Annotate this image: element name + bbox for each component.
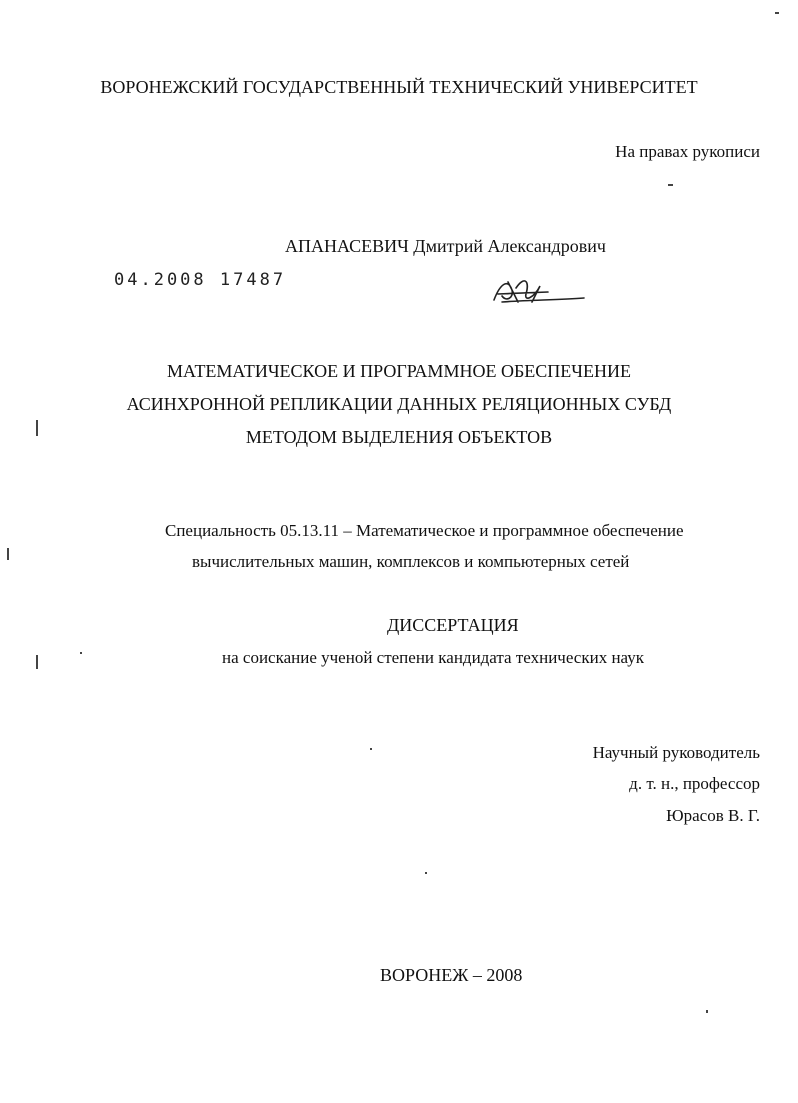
- dissertation-title: [0, 355, 798, 454]
- title-line-2: АСИНХРОННОЙ РЕПЛИКАЦИИ ДАННЫХ РЕЛЯЦИОННЫХ СУБД: [126, 394, 672, 414]
- signature-icon: [488, 272, 588, 312]
- scan-mark: [668, 184, 673, 186]
- scan-mark: [36, 655, 38, 669]
- degree-line: на соискание ученой степени кандидата технических наук: [222, 648, 645, 667]
- advisor-degree: д. т. н., профессор: [629, 774, 760, 793]
- manuscript-note: На правах рукописи: [615, 142, 760, 161]
- dissertation-label: ДИССЕРТАЦИЯ: [387, 615, 519, 635]
- scan-mark: [80, 652, 82, 654]
- scan-mark: [775, 12, 779, 14]
- scan-mark: [425, 872, 427, 874]
- title-line-3: МЕТОДОМ ВЫДЕЛЕНИЯ ОБЪЕКТОВ: [245, 427, 553, 447]
- scan-mark: [36, 420, 38, 436]
- author-name: АПАНАСЕВИЧ Дмитрий Александрович: [285, 236, 606, 256]
- advisor-name: Юрасов В. Г.: [666, 806, 760, 825]
- place-year: ВОРОНЕЖ – 2008: [380, 965, 523, 985]
- title-line-1: МАТЕМАТИЧЕСКОЕ И ПРОГРАММНОЕ ОБЕСПЕЧЕНИЕ: [167, 361, 631, 381]
- scan-mark: [706, 1010, 708, 1013]
- advisor-role: Научный руководитель: [592, 743, 760, 762]
- scan-mark: [370, 748, 372, 750]
- registry-stamp: 04.2008 17487: [114, 270, 287, 290]
- university-name: ВОРОНЕЖСКИЙ ГОСУДАРСТВЕННЫЙ ТЕХНИЧЕСКИЙ УНИВЕРСИТЕТ: [100, 77, 698, 97]
- specialty-line-1: Специальность 05.13.11 – Математическое и программное обеспечение: [165, 521, 684, 540]
- scan-mark: [7, 548, 9, 560]
- specialty-line-2: вычислительных машин, комплексов и компьютерных сетей: [192, 552, 630, 571]
